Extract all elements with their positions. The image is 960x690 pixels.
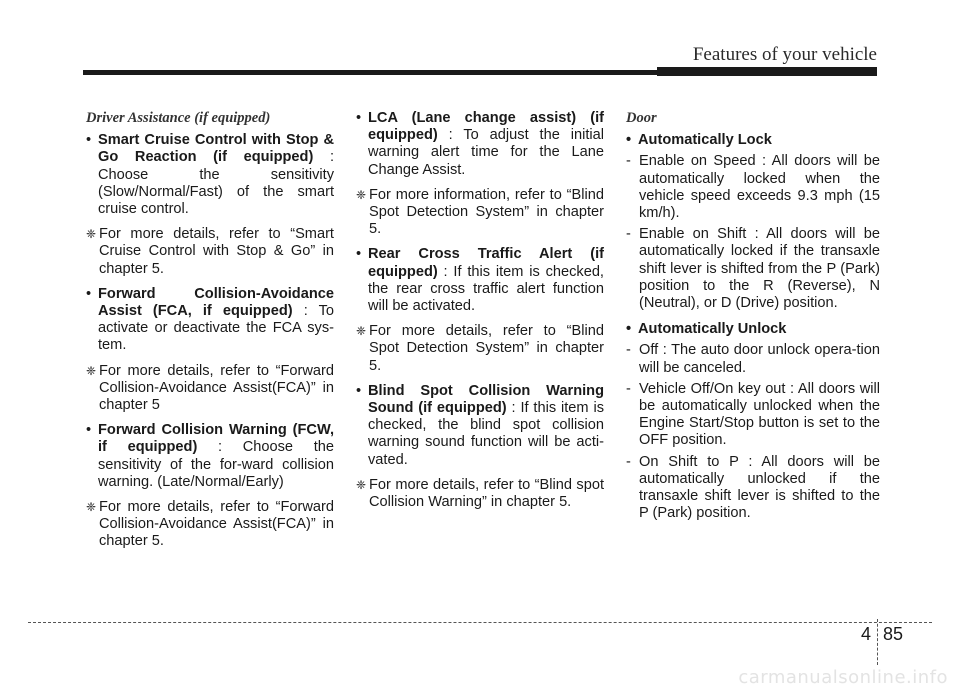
- bullet-icon: •: [86, 285, 92, 302]
- list-item: [626, 153, 880, 222]
- item-lead: Forward Collision Warning (FCW, if equipped): [98, 422, 334, 456]
- item-lead: Forward Collision-Avoidance Assist (FCA, if equipped): [98, 285, 334, 320]
- item-fcw: [86, 422, 334, 491]
- item-text: : If this item is checked, the rear cross traffic alert function will be activated.: [368, 263, 604, 315]
- list-item-text: Enable on Shift : All doors will be automatically locked if the transaxle shift lever is shifted from the P (Park) position to the R (Reverse), N (Neutral), or D (Drive) position.: [639, 226, 880, 312]
- page-number-divider: [877, 619, 878, 665]
- note-text: For more details, refer to “Smart Cruise Control with Stop & Go” in chapter 5.: [99, 226, 334, 277]
- note-icon: ❈: [356, 324, 367, 339]
- item-text: : If this item is checked, the blind spot collision warning sound function will be acti-vated.: [368, 400, 604, 468]
- dash-icon: -: [626, 342, 631, 359]
- note-bscw: [356, 477, 604, 511]
- column-3: [626, 110, 880, 526]
- note-rcta: [356, 323, 604, 375]
- dash-icon: -: [626, 380, 631, 397]
- list-item-text: Enable on Speed : All doors will be automatically locked when the vehicle speed exceeds 9.3 mph (15 km/h).: [639, 153, 880, 222]
- dash-icon: -: [626, 153, 631, 170]
- item-text: : To adjust the initial warning alert time for the Lane Change Assist.: [368, 127, 604, 178]
- bullet-icon: •: [626, 132, 632, 149]
- watermark: carmanualsonline.info: [738, 667, 948, 688]
- note-icon: ❈: [356, 187, 367, 202]
- list-item-text: On Shift to P : All doors will be automatically unlocked if the transaxle shift lever is shifted to the P (Park) position.: [639, 453, 880, 522]
- list-item: [626, 342, 880, 376]
- sub-heading-auto-lock: [626, 132, 880, 149]
- column-1: [86, 110, 334, 559]
- section-title-door: Door: [626, 110, 657, 126]
- note-fca: [86, 363, 334, 415]
- note-text: For more details, refer to “Forward Collision-Avoidance Assist(FCA)” in chapter 5: [99, 362, 334, 414]
- note-text: For more details, refer to “Forward Collision-Avoidance Assist(FCA)” in chapter 5.: [99, 499, 334, 550]
- bullet-icon: •: [356, 110, 362, 126]
- note-fcw: [86, 499, 334, 551]
- item-text: : Choose the sensitivity of the for-ward collision warning. (Late/Normal/Early): [98, 439, 334, 490]
- item-rcta: [356, 246, 604, 315]
- bullet-icon: •: [356, 246, 362, 263]
- note-lca: [356, 187, 604, 239]
- sub-heading-auto-unlock: [626, 321, 880, 338]
- sub-heading-label: Automatically Unlock: [638, 321, 787, 338]
- item-lead: Blind Spot Collision Warning Sound (if equipped): [368, 382, 604, 417]
- note-text: For more information, refer to “Blind Spot Detection System” in chapter 5.: [369, 186, 604, 238]
- chapter-number: 4: [861, 624, 872, 644]
- item-smart-cruise-control: [86, 132, 334, 218]
- page-number: 85: [883, 624, 904, 644]
- item-bscw: [356, 383, 604, 469]
- sub-heading-label: Automatically Lock: [638, 132, 772, 149]
- item-lead: Smart Cruise Control with Stop & Go Reaction (if equipped): [98, 132, 334, 166]
- footer-rule: [28, 622, 932, 623]
- column-2: [356, 110, 604, 519]
- item-lead: Rear Cross Traffic Alert (if equipped): [368, 246, 604, 280]
- bullet-icon: •: [86, 422, 92, 439]
- list-item: [626, 381, 880, 450]
- list-item-text: Off : The auto door unlock opera-tion will be canceled.: [639, 342, 880, 376]
- note-icon: ❈: [86, 227, 97, 242]
- item-text: : Choose the sensitivity (Slow/Normal/Fast) of the smart cruise control.: [98, 149, 335, 218]
- header-rule-accent: [657, 67, 877, 76]
- note-smart-cruise-control: [86, 226, 334, 278]
- dash-icon: -: [626, 226, 631, 243]
- item-lca: [356, 110, 604, 179]
- bullet-icon: •: [356, 382, 362, 399]
- list-item: [626, 226, 880, 312]
- bullet-icon: •: [86, 132, 92, 149]
- item-fca: [86, 286, 334, 355]
- note-text: For more details, refer to “Blind spot Collision Warning” in chapter 5.: [369, 476, 604, 511]
- dash-icon: -: [626, 453, 631, 470]
- bullet-icon: •: [626, 321, 632, 338]
- header-title: Features of your vehicle: [692, 44, 877, 65]
- note-text: For more details, refer to “Blind Spot Detection System” in chapter 5.: [369, 323, 604, 374]
- section-title-driver-assistance: Driver Assistance (if equipped): [86, 110, 271, 126]
- item-text: : To activate or deactivate the FCA sys-tem.: [98, 303, 334, 354]
- item-lead: LCA (Lane change assist) (if equipped): [368, 110, 604, 144]
- list-item: [626, 454, 880, 523]
- note-icon: ❈: [86, 363, 97, 378]
- list-item-text: Vehicle Off/On key out : All doors will be automatically unlocked when the Engine Start/Stop button is set to the OFF position.: [639, 380, 880, 449]
- note-icon: ❈: [356, 477, 367, 492]
- note-icon: ❈: [86, 500, 97, 515]
